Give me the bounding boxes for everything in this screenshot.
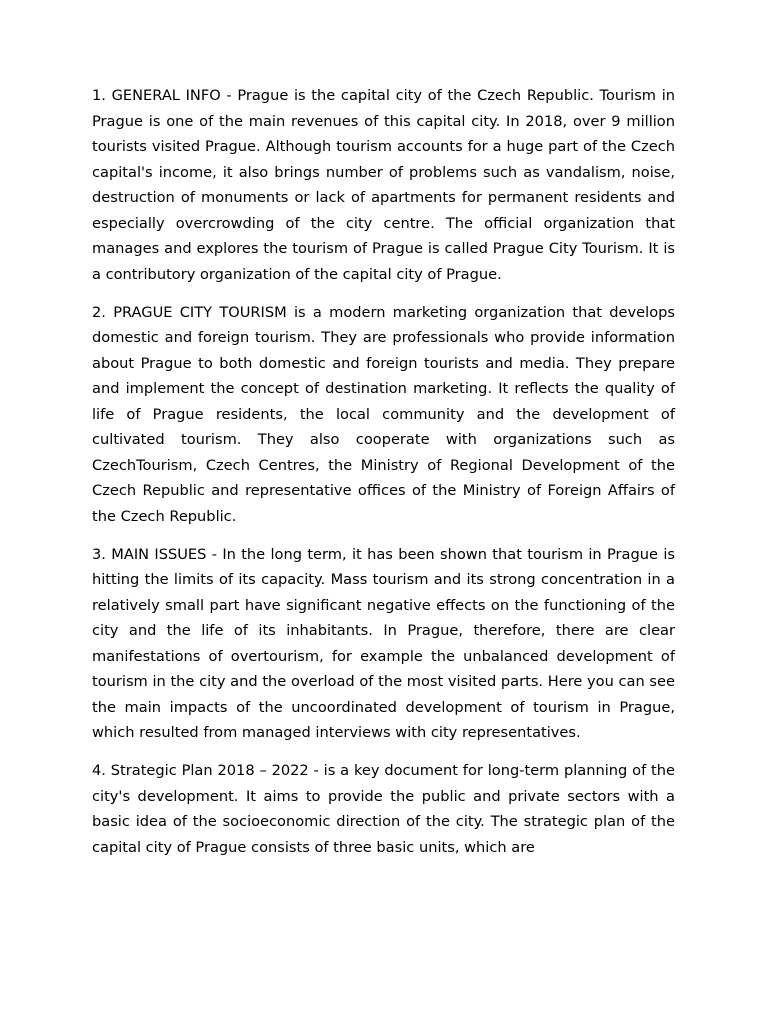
document-page: [92, 83, 675, 873]
paragraph-strategic-plan: 4. Strategic Plan 2018 – 2022 - is a key document for long-term planning of the city's development. It aims to provide the public and private sectors with a basic idea of the socioeconomic direction of the city. The strategic plan of the capital city of Prague consists of three basic units, which are: [92, 762, 675, 856]
paragraph-main-issues: 3. MAIN ISSUES - In the long term, it has been shown that tourism in Prague is hitting the limits of its capacity. Mass tourism and its strong concentration in a relatively small part have significant negative effects on the functioning of the city and the life of its inhabitants. In Prague, therefore, there are clear manifestations of overtourism, for example the unbalanced development of tourism in the city and the overload of the most visited parts. Here you can see the main impacts of the uncoordinated development of tourism in Prague, which resulted from managed interviews with city representatives.: [92, 545, 675, 741]
paragraph-general-info: 1. GENERAL INFO - Prague is the capital city of the Czech Republic. Tourism in Prague is one of the main revenues of this capital city. In 2018, over 9 million tourists visited Prague. Although tourism accounts for a huge part of the Czech capital's income, it also brings number of problems such as vandalism, noise, destruction of monuments or lack of apartments for permanent residents and especially overcrowding of the city centre. The official organization that manages and explores the tourism of Prague is called Prague City Tourism. It is a contributory organization of the capital city of Prague.: [92, 87, 675, 283]
paragraph-prague-city-tourism: 2. PRAGUE CITY TOURISM is a modern marketing organization that develops domestic and foreign tourism. They are professionals who provide information about Prague to both domestic and foreign tourists and media. They prepare and implement the concept of destination marketing. It reflects the quality of life of Prague residents, the local community and the development of cultivated tourism. They also cooperate with organizations such as CzechTourism, Czech Centres, the Ministry of Regional Development of the Czech Republic and representative offices of the Ministry of Foreign Affairs of the Czech Republic.: [92, 303, 675, 525]
